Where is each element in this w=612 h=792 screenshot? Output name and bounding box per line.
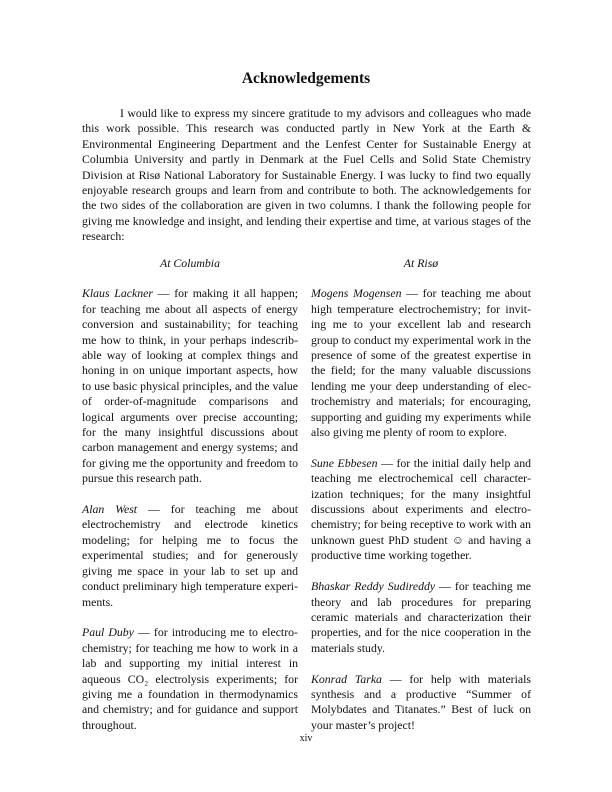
entry-text: — for teaching me about high temperature electrochemistry; for inviting me to your excellent lab and research group to conduct my experimental work in the presence of some of the greatest expertise in the field; for the many valuable discussions lending me your deep understanding of electrochemistry and materials; for encouraging, supporting and guiding my experiments while also giving me plenty of room to explore. bbox=[311, 286, 531, 440]
entry-text: — for making it all happen; for teaching me about all aspects of energy conversion and sustainability; for teaching me how to think, in your perhaps indescribable way of looking at complex things and honing in on unique important aspects, how to use basic physical principles, and the value of order-of-magnitude comparisons and logical arguments over precise accounting; for the many insightful discussions about carbon management and energy systems; and for giving me the opportunity and freedom to pursue this research path. bbox=[82, 286, 299, 486]
acknowledgement-entry bbox=[82, 502, 298, 610]
entry-text: — for teaching me about electrochemistry and electrode kinetics modeling; for helping me to focus the experimental studies; and for generously giving me space in your lab to set up and conduct preliminary high temperature experiments. bbox=[82, 502, 298, 609]
column-heading: At Risø bbox=[403, 256, 439, 270]
acknowledgement-entry bbox=[311, 286, 531, 440]
acknowledgement-entry bbox=[311, 579, 531, 656]
intro-paragraph: I would like to express my sincere gratitude to my advisors and colleagues who made this work possible. This research was conducted partly in New York at the Earth & Environmental Engineering Department and the Lenfest Center for Sustainable Energy at Columbia University and partly in Denmark at the Fuel Cells and Solid State Chemistry Division at Risø National Laboratory for Sustainable Energy. I was lucky to find two equally enjoyable research groups and learn from and contribute to both. The acknowledgements for the two sides of the collaboration are given in two columns. I thank the following people for giving me knowledge and insight, and lending their expertise and time, at various stages of the research: bbox=[82, 106, 531, 244]
column-riso bbox=[311, 256, 531, 749]
entry-text: — for teaching me theory and lab procedures for preparing ceramic materials and characterization their properties, and for the nice cooperation in the materials study. bbox=[311, 579, 531, 655]
entry-text: — for introducing me to electrochemistry; for teaching me how to work in a lab and supporting my initial interest in aqueous CO₂ electrolysis experiments; for giving me a foundation in thermodynamics and chemistry; and for guidance and support throughout. bbox=[82, 625, 298, 732]
entry-text: — for help with materials synthesis and a productive “Summer of Molybdates and Titanates.” Best of luck on your master’s project! bbox=[311, 671, 531, 732]
person-name: Konrad Tarka bbox=[311, 671, 382, 686]
person-name: Paul Duby bbox=[82, 625, 134, 640]
person-name: Bhaskar Reddy Sudireddy bbox=[311, 579, 436, 594]
entry-text: — for the initial daily help and teaching me electrochemical cell characterization techniques; for the many insightful discussions about experiments and electrochemistry; for being receptive to work with an unknown guest PhD student ☺ and having a productive time working together. bbox=[311, 455, 531, 563]
acknowledgement-entry bbox=[311, 672, 531, 734]
person-name: Mogens Mogensen bbox=[311, 286, 402, 301]
page-number: xiv bbox=[299, 733, 313, 744]
page-title: Acknowledgements bbox=[241, 70, 371, 87]
column-columbia bbox=[82, 256, 298, 749]
column-heading: At Columbia bbox=[160, 256, 220, 270]
acknowledgement-entry bbox=[82, 286, 298, 486]
person-name: Alan West bbox=[82, 502, 138, 517]
acknowledgement-entry bbox=[82, 625, 298, 733]
person-name: Klaus Lackner bbox=[82, 286, 153, 301]
acknowledgement-entry bbox=[311, 456, 531, 564]
person-name: Sune Ebbesen bbox=[311, 455, 378, 470]
